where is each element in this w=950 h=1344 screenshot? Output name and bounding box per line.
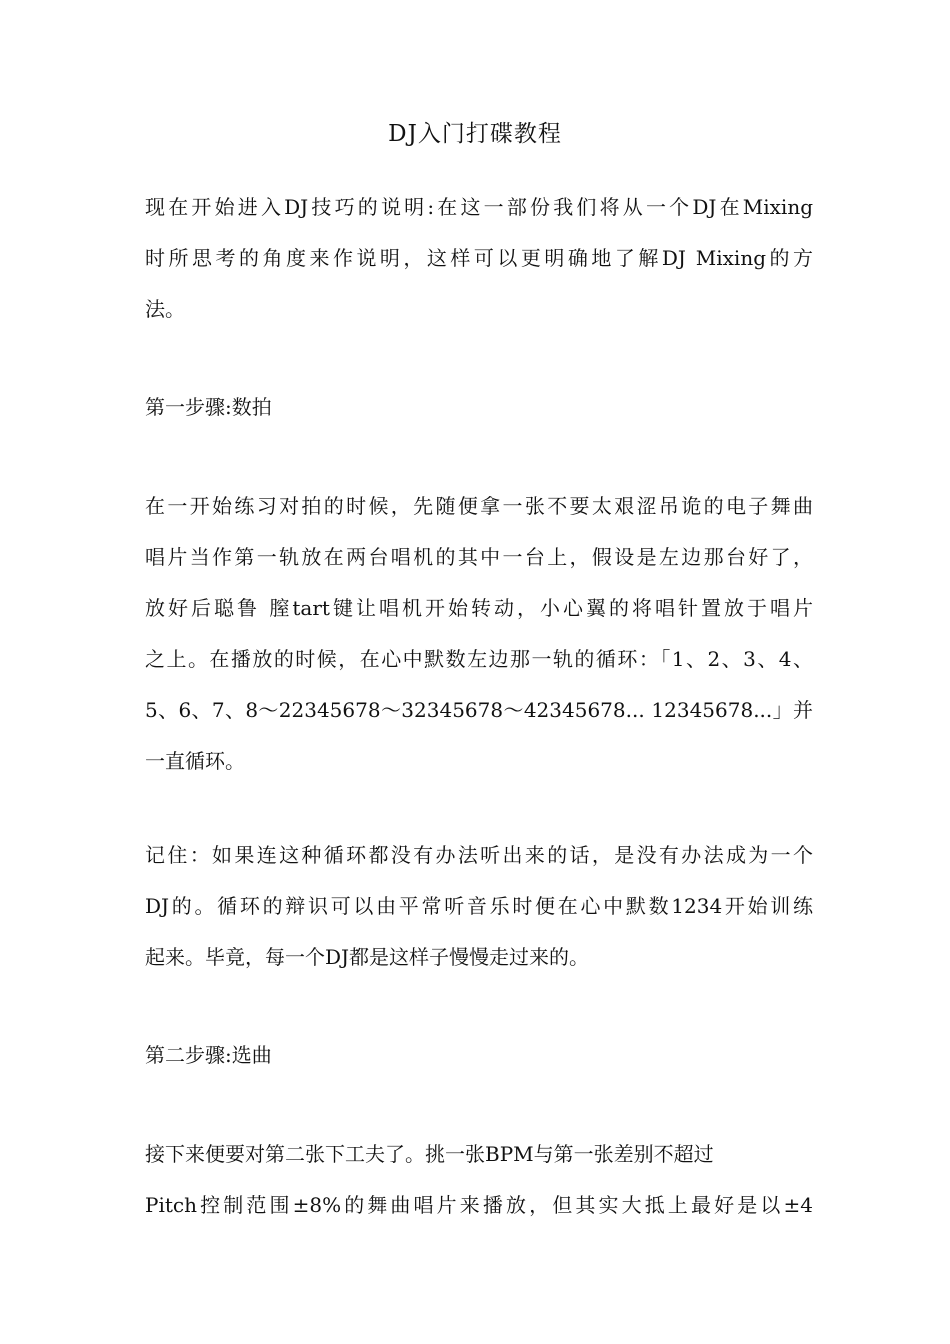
- step2-paragraph: [145, 1129, 813, 1231]
- intro-line-2: 时所思考的角度来作说明，这样可以更明确地了解DJ Mixing的方: [145, 246, 813, 270]
- step2-line-2: Pitch控制范围±8%的舞曲唱片来播放，但其实大抵上最好是以±4: [145, 1193, 813, 1217]
- remember-paragraph: [145, 830, 813, 983]
- step1-line-6: 一直循环。: [145, 749, 245, 773]
- document-title: DJ入门打碟教程: [388, 121, 562, 147]
- step1-line-4: 之上。在播放的时候，在心中默数左边那一轨的循环：「1、2、3、4、: [145, 647, 813, 671]
- step2-heading: 第二步骤:选曲: [145, 1043, 272, 1067]
- intro-line-1: 现在开始进入DJ技巧的说明:在这一部份我们将从一个DJ在Mixing: [145, 195, 813, 219]
- intro-paragraph: [145, 182, 813, 335]
- intro-line-3: 法。: [145, 297, 185, 321]
- step1-heading: 第一步骤:数拍: [145, 395, 272, 419]
- step2-line-1: 接下来便要对第二张下工夫了。挑一张BPM与第一张差别不超过: [145, 1142, 714, 1166]
- remember-line-2: DJ的。循环的辩识可以由平常听音乐时便在心中默数1234开始训练: [145, 894, 813, 918]
- step1-paragraph: [145, 481, 813, 787]
- remember-line-3: 起来。毕竟，每一个DJ都是这样子慢慢走过来的。: [145, 945, 590, 969]
- step1-line-2: 唱片当作第一轨放在两台唱机的其中一台上，假设是左边那台好了，: [145, 545, 813, 569]
- step1-line-1: 在一开始练习对拍的时候，先随便拿一张不要太艰涩吊诡的电子舞曲: [145, 494, 813, 518]
- step1-line-3: 放好后聪鲁 膣tart键让唱机开始转动，小心翼的将唱针置放于唱片: [145, 596, 813, 620]
- remember-line-1: 记住：如果连这种循环都没有办法听出来的话，是没有办法成为一个: [145, 843, 813, 867]
- step1-line-5: 5、6、7、8～22345678～32345678～42345678... 12345678...」并: [145, 698, 813, 722]
